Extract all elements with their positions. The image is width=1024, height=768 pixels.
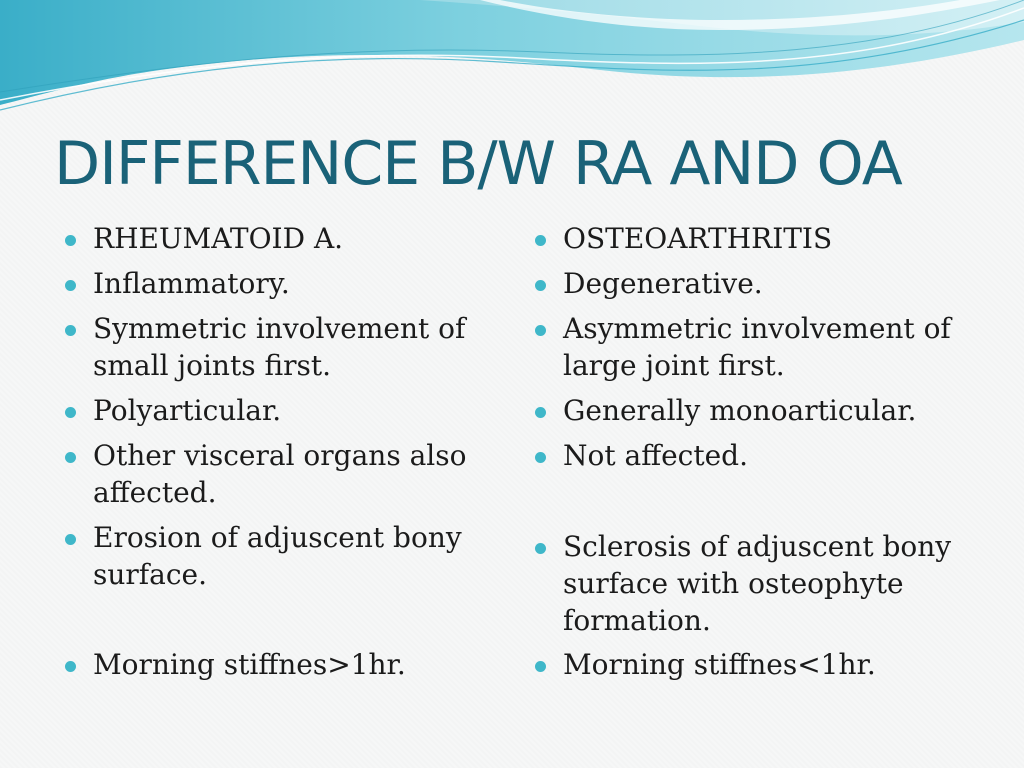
list-item: Erosion of adjuscent bony surface. [64, 519, 484, 593]
list-item: Morning stiffnes<1hr. [534, 646, 974, 683]
list-item: Inflammatory. [64, 265, 484, 302]
header-wave-decoration [0, 0, 1024, 130]
list-item: Not affected. [534, 437, 974, 474]
list-item: OSTEOARTHRITIS [534, 220, 974, 257]
list-item: Symmetric involvement of small joints first. [64, 310, 484, 384]
slide-title: DIFFERENCE B/W RA AND OA [54, 129, 902, 199]
list-item: Sclerosis of adjuscent bony surface with osteophyte formation. [534, 528, 974, 639]
list-item: Morning stiffnes>1hr. [64, 646, 484, 683]
list-item: Degenerative. [534, 265, 974, 302]
list-item: Asymmetric involvement of large joint first. [534, 310, 974, 384]
list-item: Other visceral organs also affected. [64, 437, 484, 511]
list-item: Generally monoarticular. [534, 392, 974, 429]
list-item: RHEUMATOID A. [64, 220, 484, 257]
list-item: Polyarticular. [64, 392, 484, 429]
